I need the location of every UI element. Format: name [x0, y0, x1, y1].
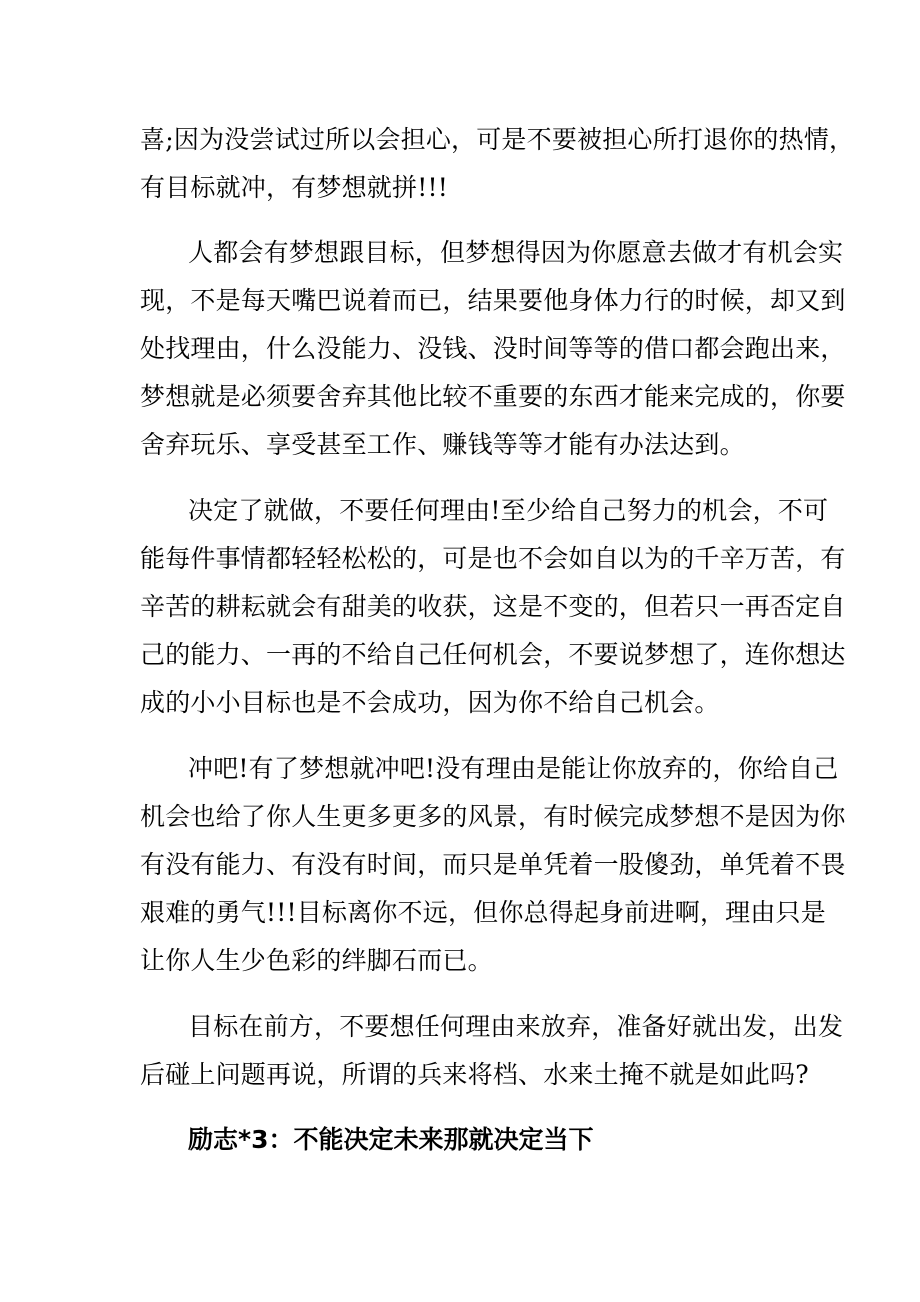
paragraph-line: 让你人生少色彩的绊脚石而已。 [140, 946, 493, 975]
paragraph-line: 己的能力、一再的不给自己任何机会，不要说梦想了，连你想达 [140, 640, 846, 669]
paragraph-line: 现，不是每天嘴巴说着而已，结果要他身体力行的时候，却又到 [140, 286, 846, 315]
paragraph-line: 梦想就是必须要舍弃其他比较不重要的东西才能来完成的，你要 [140, 382, 846, 411]
paragraph-line: 处找理由，什么没能力、没钱、没时间等等的借口都会跑出来， [140, 334, 846, 363]
paragraph-line: 舍弃玩乐、享受甚至工作、赚钱等等才能有办法达到。 [140, 430, 745, 459]
paragraph-line: 后碰上问题再说，所谓的兵来将档、水来土掩不就是如此吗? [140, 1060, 809, 1089]
paragraph-line: 机会也给了你人生更多更多的风景，有时候完成梦想不是因为你 [140, 802, 846, 831]
paragraph-line: 决定了就做，不要任何理由!至少给自己努力的机会，不可 [188, 496, 829, 525]
section-heading: 励志*3：不能决定未来那就决定当下 [188, 1125, 594, 1154]
paragraph-line: 人都会有梦想跟目标，但梦想得因为你愿意去做才有机会实 [188, 238, 844, 267]
paragraph-line: 有没有能力、有没有时间，而只是单凭着一股傻劲，单凭着不畏 [140, 850, 846, 879]
paragraph-line: 喜;因为没尝试过所以会担心，可是不要被担心所打退你的热情， [140, 125, 855, 154]
paragraph-line: 冲吧!有了梦想就冲吧!没有理由是能让你放弃的，你给自己 [188, 754, 839, 783]
paragraph-line: 能每件事情都轻轻松松的，可是也不会如自以为的千辛万苦，有 [140, 544, 846, 573]
paragraph-line: 目标在前方，不要想任何理由来放弃，准备好就出发，出发 [188, 1012, 844, 1041]
paragraph-line: 艰难的勇气!!!目标离你不远，但你总得起身前进啊，理由只是 [140, 898, 826, 927]
paragraph-line: 有目标就冲，有梦想就拼!!! [140, 173, 448, 202]
paragraph-line: 辛苦的耕耘就会有甜美的收获，这是不变的，但若只一再否定自 [140, 592, 846, 621]
paragraph-line: 成的小小目标也是不会成功，因为你不给自己机会。 [140, 688, 720, 717]
